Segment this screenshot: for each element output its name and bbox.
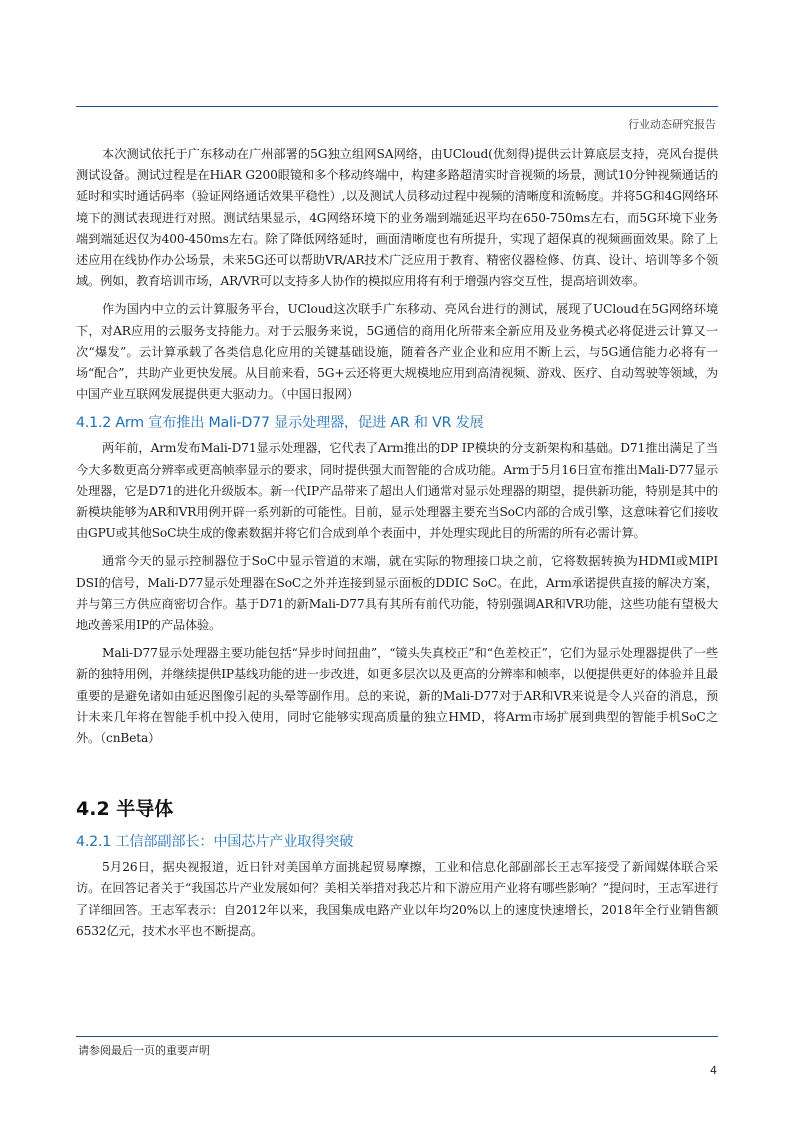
footer-rule [76,1036,718,1037]
paragraph-display-controller: 通常今天的显示控制器位于SoC中显示管道的末端，就在实际的物理接口块之前，它将数据转换为HDMI或MIPI DSI的信号，Mali-D77显示处理器在SoC之外并连接到显示面板的DDIC SoC。在此，Arm承诺提供直接的解决方案，并与第三方供应商密切合作。基于D71的新Mali-D77具有其所有前代功能，特别强调AR和VR功能，这些功能有望极大地改善采用IP的产品体验。 [76,554,718,633]
page-number: 4 [710,1064,717,1077]
footer-disclaimer: 请参阅最后一页的重要声明 [78,1044,210,1057]
report-type-label: 行业动态研究报告 [628,118,716,131]
header-rule [76,106,718,107]
subsection-heading-4-2-1: 4.2.1 工信部副部长：中国芯片产业取得突破 [76,834,354,851]
paragraph-chip-industry: 5月26日，据央视报道，近日针对美国单方面挑起贸易摩擦，工业和信息化部副部长王志军接受了新闻媒体联合采访。在回答记者关于“我国芯片产业发展如何？美相关举措对我芯片和下游应用产业将有哪些影响？”提问时，王志军进行了详细回答。王志军表示：自2012年以来，我国集成电路产业以年均20%以上的速度快速增长，2018年全行业销售额6532亿元，技术水平也不断提高。 [76,860,718,938]
subsection-heading-4-1-2: 4.1.2 Arm 宣布推出 Mali-D77 显示处理器，促进 AR 和 VR 发展 [76,415,484,432]
paragraph-mali-d71: 两年前，Arm发布Mali-D71显示处理器，它代表了Arm推出的DP IP模块的分支新架构和基础。D71推出满足了当今大多数更高分辨率或更高帧率显示的要求，同时提供强大而智能的合成功能。Arm于5月16日宣布推出Mali-D77显示处理器，它是D71的进化升级版本。新一代IP产品带来了超出人们通常对显示处理器的期望，提供新功能，特别是其中的新模块能够为AR和VR用例开辟一系列新的可能性。目前，显示处理器主要充当SoC内部的合成引擎，这意味着它们接收由GPU或其他SoC块生成的像素数据并将它们合成到单个表面中，并处理实现此目的所需的所有必需计算。 [76,441,718,541]
section-heading-4-2: 4.2 半导体 [76,798,174,821]
article-body [76,144,718,949]
paragraph-5g-ar-test: 本次测试依托于广东移动在广州部署的5G独立组网SA网络，由UCloud(优刻得)提供云计算底层支持，亮风台提供测试设备。测试过程是在HiAR G200眼镜和多个移动终端中，构建多路超清实时音视频的场景，测试10分钟视频通话的延时和实时通话码率（验证网络通话效果平稳性）,以及测试人员移动过程中视频的清晰度和流畅度。并将5G和4G网络环境下的测试表现进行对照。测试结果显示，4G网络环境下的业务端到端延迟平均在650-750ms左右，而5G环境下业务端到端延迟仅为400-450ms左右。除了降低网络延时，画面清晰度也有所提升，实现了超保真的视频画面效果。除了上述应用在线协作办公场景，未来5G还可以帮助VR/AR技术广泛应用于教育、精密仪器检修、仿真、设计、培训等多个领域。例如，教育培训市场，AR/VR可以支持多人协作的模拟应用将有利于增强内容交互性，提高培训效率。 [76,147,718,289]
paragraph-ucloud-cloud: 作为国内中立的云计算服务平台，UCloud这次联手广东移动、亮风台进行的测试，展现了UCloud在5G网络环境下，对AR应用的云服务支持能力。对于云服务来说，5G通信的商用化所带来全新应用及业务模式必将促进云计算又一次“爆发”。云计算承载了各类信息化应用的关键基础设施，随着各产业企业和应用不断上云，与5G通信能力必将有一场“配合”，共助产业更快发展。从目前来看，5G+云还将更大规模地应用到高清视频、游戏、医疗、自动驾驶等领域，为中国产业互联网发展提供更大驱动力。（中国日报网） [76,302,718,402]
paragraph-mali-d77-features: Mali-D77显示处理器主要功能包括“异步时间扭曲”，“镜头失真校正”和“色差校正”，它们为显示处理器提供了一些新的独特用例，并继续提供IP基线功能的进一步改进，如更多层次以及更高的分辨率和帧率，以便提供更好的体验并且最重要的是避免诸如由延迟图像引起的头晕等副作用。总的来说，新的Mali-D77对于AR和VR来说是令人兴奋的消息，预计未来几年将在智能手机中投入使用，同时它能够实现高质量的独立HMD，将Arm市场扩展到典型的智能手机SoC之外。（cnBeta） [76,646,718,746]
